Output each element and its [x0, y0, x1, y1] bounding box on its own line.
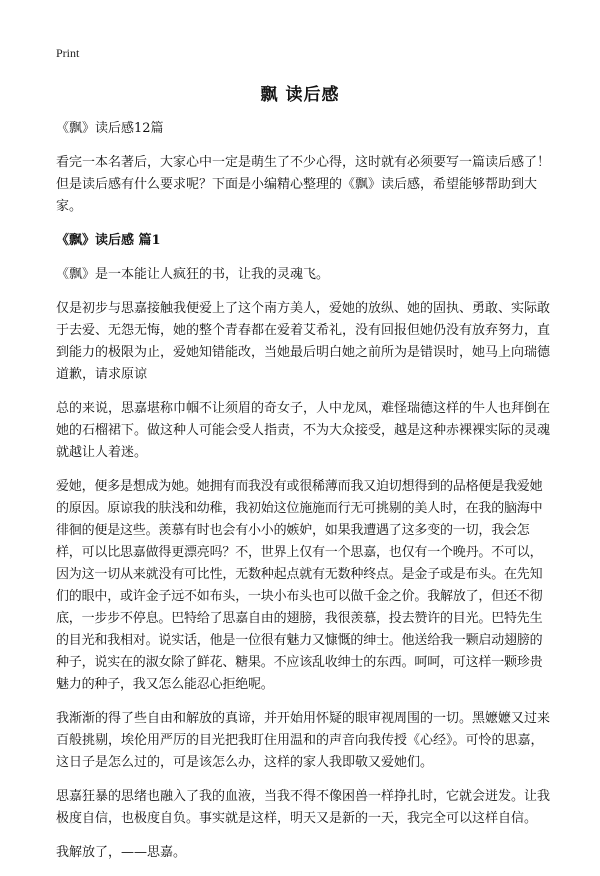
- body-paragraph-5: 我渐渐的得了些自由和解放的真谛，并开始用怀疑的眼审视周围的一切。黑嬷嬷又过来百般挑剔，埃伦用严厉的目光把我盯住用温和的声音向我传授《心经》。可怜的思嘉，这日子是怎么过的，可是该怎么办，这样的家人我即敬又爱她们。: [56, 711, 551, 770]
- section-heading: 《飘》读后感 篇1: [56, 233, 161, 248]
- print-link[interactable]: Print: [56, 46, 80, 60]
- body-paragraph-3: 总的来说，思嘉堪称巾帼不让须眉的奇女子，人中龙凤，难怪瑞德这样的牛人也拜倒在她的石榴裙下。做这种人可能会受人指责，不为大众接受，越是这种赤裸裸实际的灵魂就越让人着迷。: [56, 401, 551, 460]
- intro-paragraph: 看完一本名著后，大家心中一定是萌生了不少心得，这时就有必须要写一篇读后感了！但是读后感有什么要求呢？下面是小编精心整理的《飘》读后感，希望能够帮助到大家。: [56, 155, 551, 214]
- body-paragraph-1: 《飘》是一本能让人疯狂的书，让我的灵魂飞。: [56, 267, 330, 282]
- body-paragraph-6: 思嘉狂暴的思绪也融入了我的血液，当我不得不像困兽一样挣扎时，它就会迸发。让我极度自信，也极度自负。事实就是这样，明天又是新的一天，我完全可以这样自信。: [56, 789, 551, 826]
- article-body: [56, 118, 552, 876]
- body-paragraph-4: 爱她，便多是想成为她。她拥有而我没有或很稀薄而我又迫切想得到的品格便是我爱她的原因。原谅我的肤浅和幼稚，我初始这位施施而行无可挑剔的美人时，在我的脑海中徘徊的便是这些。羡慕有时也会有小小的嫉妒，如果我遭遇了这多变的一切，我会怎样，可以比思嘉做得更漂亮吗？不，世界上仅有一个思嘉，也仅有一个晚丹。不可以，因为这一切从来就没有可比性，无数种起点就有无数种终点。是金子或是布头。在先知们的眼中，或许金子远不如布头，一块小布头也可以做千金之价。我解放了，但还不彻底，一步步不停息。巴特给了思嘉自由的翅膀，我很羡慕，投去赞许的目光。巴特先生的目光和我相对。说实话，他是一位很有魅力又慷慨的绅士。他送给我一颗启动翅膀的种子，说实在的淑女除了鲜花、糖果。不应该乱收绅士的东西。呵呵，可这样一颗珍贵魅力的种子，我又怎么能忍心拒绝呢。: [56, 479, 543, 692]
- body-paragraph-2: 仅是初步与思嘉接触我便爱上了这个南方美人，爱她的放纵、她的固执、勇敢、实际敢于去爱、无怨无悔，她的整个青春都在爱着艾希礼，没有回报但她仍没有放弃努力，直到能力的极限为止，爱她知错能改，当她最后明白她之前所为是错误时，她马上向瑞德道歉，请求原谅: [56, 301, 551, 382]
- body-paragraph-7: 我解放了，——思嘉。: [56, 845, 187, 860]
- article-subtitle: 《飘》读后感12篇: [56, 121, 164, 136]
- page-title: 飘 读后感: [260, 85, 340, 105]
